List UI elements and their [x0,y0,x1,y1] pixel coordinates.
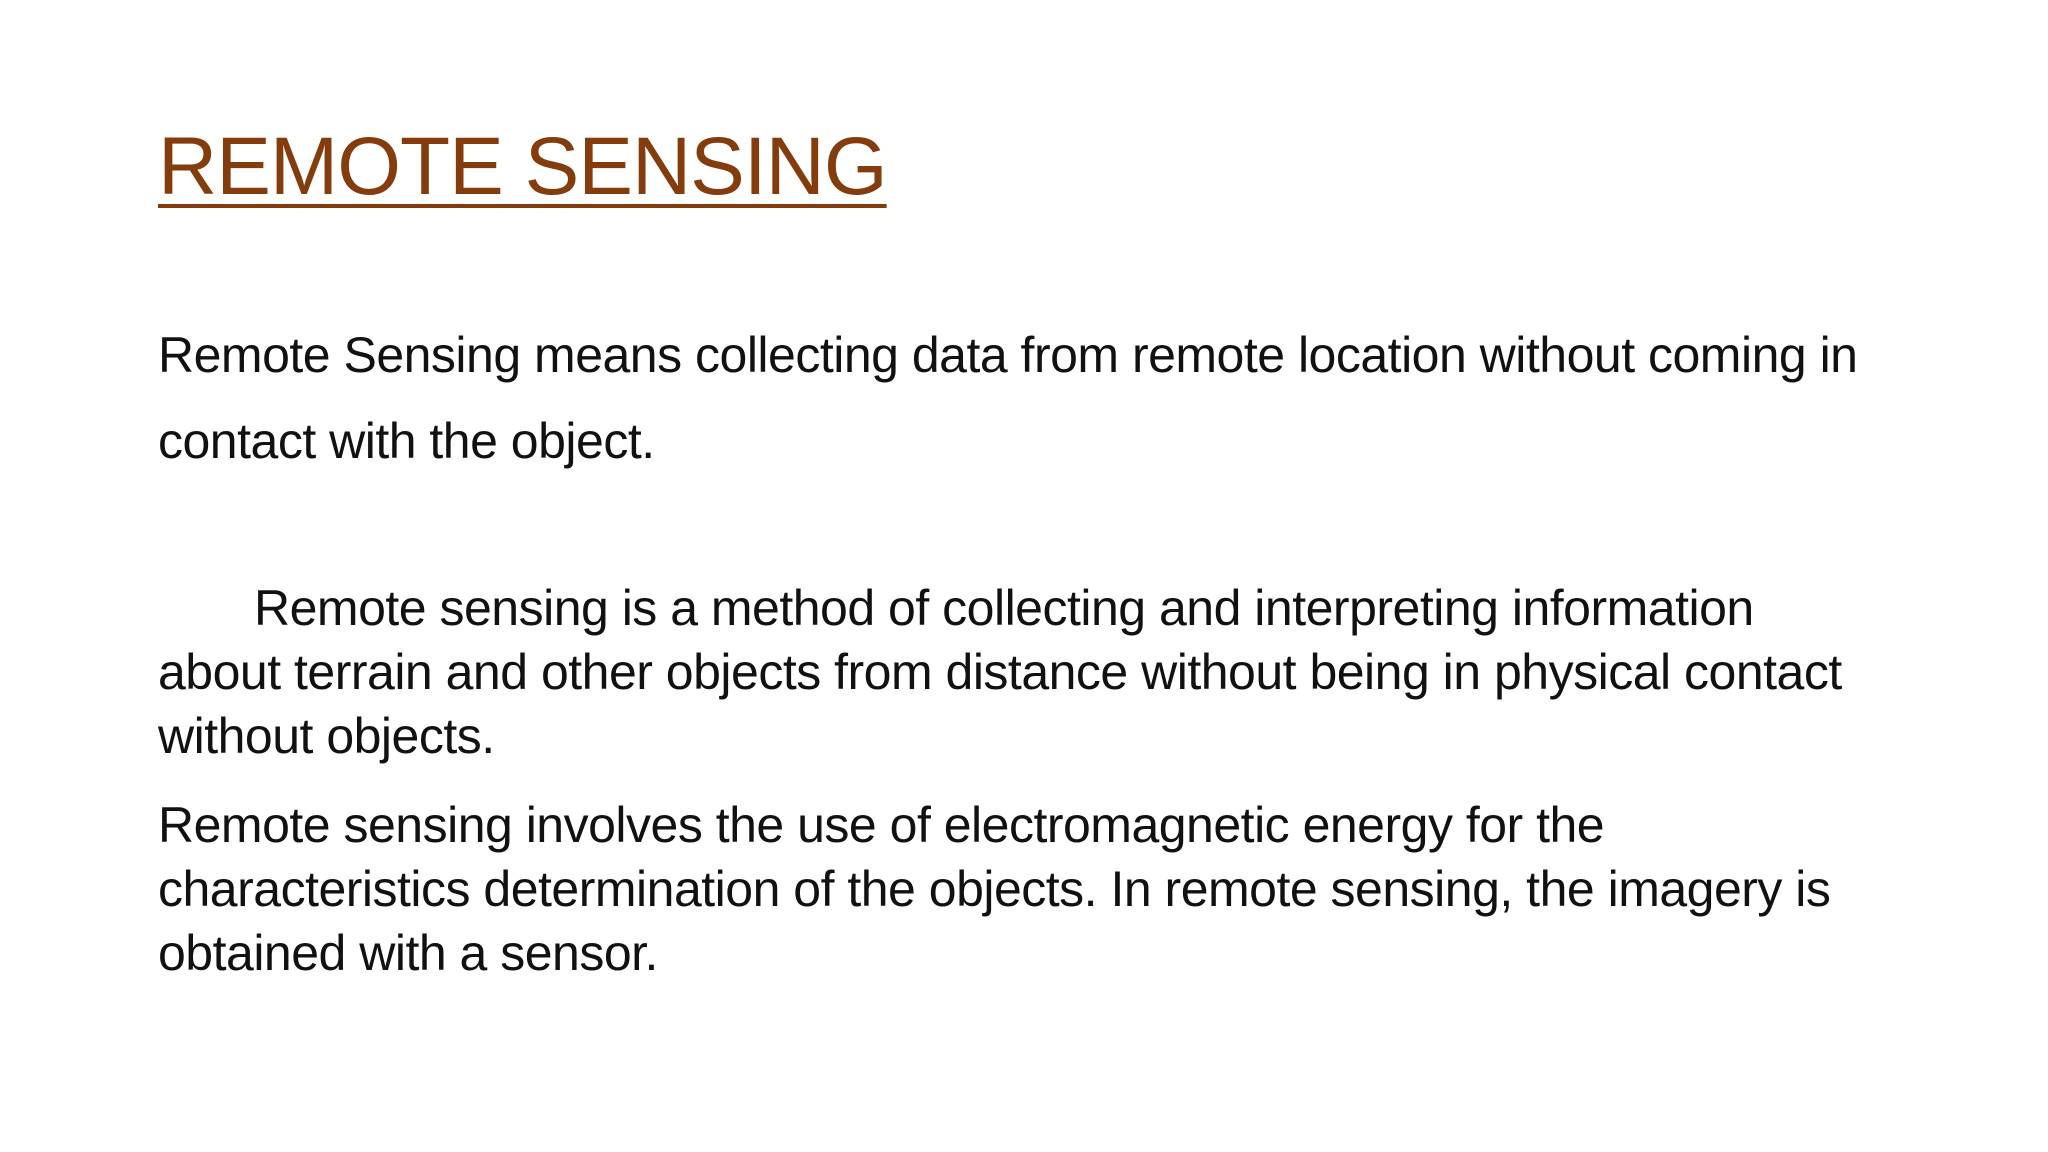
paragraph-electromagnetic: Remote sensing involves the use of electromagnetic energy for the characteristics determination of the objects. In remote sensing, the imagery is obtained with a sensor. [158,797,1831,981]
paragraph-definition: Remote Sensing means collecting data from remote location without coming in contact with the object. [158,327,1858,469]
slide-title: REMOTE SENSING [158,121,887,212]
paragraph-method: Remote sensing is a method of collecting and interpreting information about terrain and other objects from distance without being in physical contact without objects. [158,580,1842,764]
